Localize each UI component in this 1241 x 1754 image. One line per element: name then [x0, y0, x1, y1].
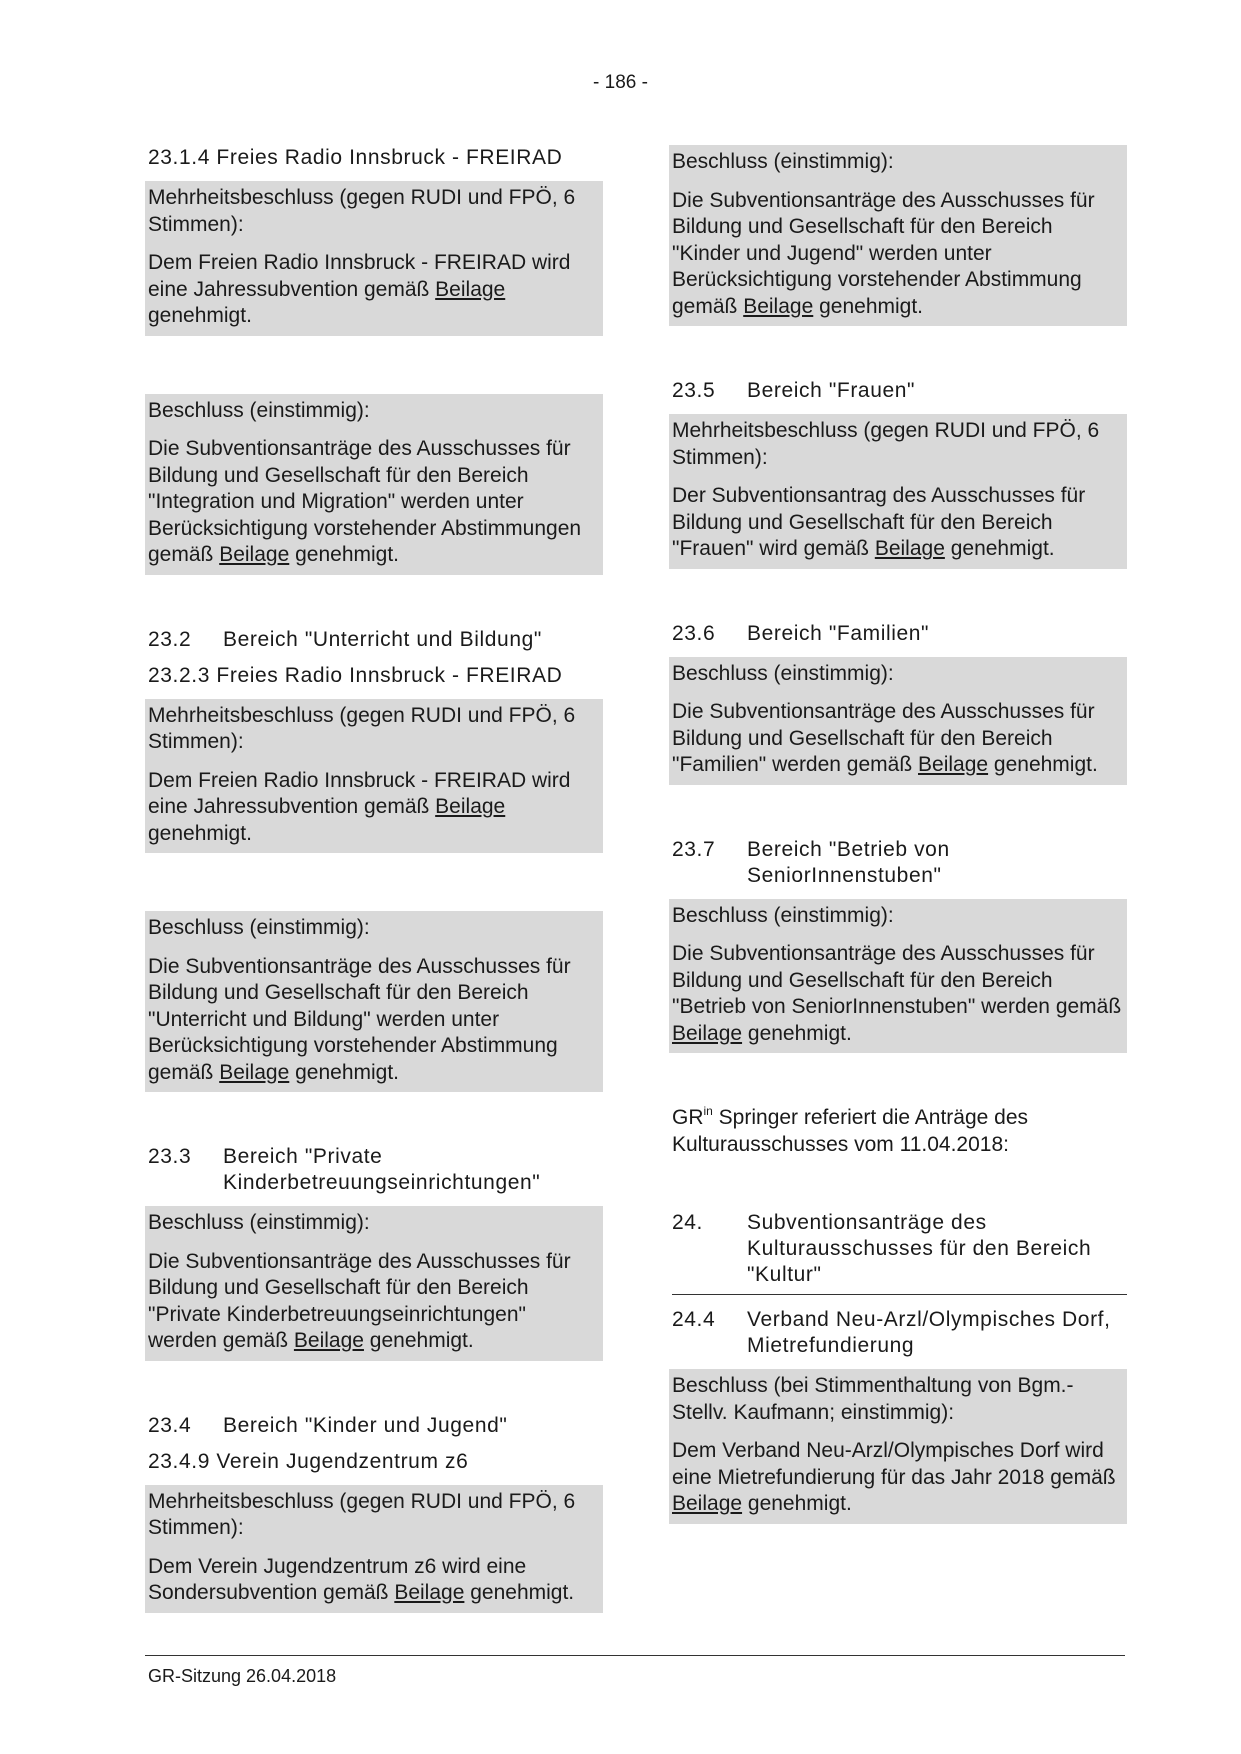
beilage-link[interactable]: Beilage — [293, 1329, 364, 1352]
section-heading — [148, 145, 603, 171]
section-heading — [148, 627, 603, 653]
resolution-text: Die Subventionsanträge des Ausschusses für Bildung und Gesellschaft für den Bereich "Kinder und Jugend" werden unter Berücksichtigung vorstehender Abstimmung gemäß Beilage genehmigt. — [672, 188, 1095, 318]
section-heading — [672, 621, 1127, 647]
resolution-box — [145, 699, 603, 854]
beilage-link[interactable]: Beilage — [743, 294, 814, 318]
page-number: - 186 - — [593, 72, 648, 93]
section-number: 24.4 — [672, 1308, 716, 1331]
resolution-type: Beschluss (bei Stimmenthaltung von Bgm.-Stellv. Kaufmann; einstimmig): — [672, 1374, 1074, 1424]
resolution-type: Beschluss (einstimmig): — [148, 398, 370, 422]
section-title: 23.1.4 Freies Radio Innsbruck - FREIRAD — [148, 146, 563, 169]
resolution-type: Beschluss (einstimmig): — [148, 916, 370, 939]
resolution-box — [145, 181, 603, 336]
section-heading — [672, 1210, 1127, 1295]
resolution-box — [145, 1485, 603, 1613]
resolution-text: Dem Freien Radio Innsbruck - FREIRAD wird eine Jahressubvention gemäß Beilage genehmigt. — [148, 768, 571, 845]
resolution-text: Die Subventionsanträge des Ausschusses für Bildung und Gesellschaft für den Bereich "Private Kinderbetreuungseinrichtungen" werden gemäß Beilage genehmigt. — [148, 1249, 571, 1352]
section-heading — [672, 378, 1127, 404]
right-column — [669, 145, 1127, 1524]
footer-text: GR-Sitzung 26.04.2018 — [148, 1666, 337, 1686]
resolution-type: Beschluss (einstimmig): — [148, 1211, 370, 1234]
section-title: Verband Neu-Arzl/Olympisches Dorf, Mietrefundierung — [747, 1308, 1111, 1357]
resolution-text: Die Subventionsanträge des Ausschusses für Bildung und Gesellschaft für den Bereich "Integration und Migration" werden unter Berücksichtigung vorstehender Abstimmungen gemäß Beilage genehmigt. — [148, 437, 582, 566]
resolution-box — [669, 657, 1127, 785]
resolution-type: Mehrheitsbeschluss (gegen RUDI und FPÖ, 6 Stimmen): — [148, 1489, 576, 1539]
beilage-link[interactable]: Beilage — [219, 1060, 290, 1084]
resolution-box — [669, 1369, 1127, 1524]
resolution-text: Dem Verein Jugendzentrum z6 wird eine Sondersubvention gemäß Beilage genehmigt. — [148, 1554, 575, 1604]
section-title: Bereich "Frauen" — [747, 379, 916, 402]
resolution-type: Beschluss (einstimmig): — [672, 903, 894, 927]
section-heading — [148, 1413, 603, 1439]
resolution-box — [669, 145, 1127, 326]
beilage-link[interactable]: Beilage — [219, 543, 290, 566]
resolution-type: Beschluss (einstimmig): — [672, 150, 894, 173]
section-number: 23.4 — [148, 1413, 192, 1437]
resolution-box — [669, 899, 1127, 1054]
resolution-text: Die Subventionsanträge des Ausschusses für Bildung und Gesellschaft für den Bereich "Familien" werden gemäß Beilage genehmigt. — [672, 700, 1098, 776]
section-number: 23.6 — [672, 621, 716, 645]
resolution-box — [145, 1206, 603, 1361]
speaker-note: $GR^{in}$ Springer referiert die Anträge des Kulturausschusses vom 11.04.2018: — [672, 1104, 1029, 1156]
beilage-link[interactable]: Beilage — [672, 1492, 743, 1515]
beilage-link[interactable]: Beilage — [435, 795, 506, 818]
left-column — [145, 145, 603, 1613]
section-title: Bereich "Familien" — [747, 621, 930, 645]
subsection-heading — [672, 1307, 1127, 1359]
section-heading — [672, 837, 1127, 889]
section-number: 23.3 — [148, 1145, 192, 1168]
resolution-type: Mehrheitsbeschluss (gegen RUDI und FPÖ, 6 Stimmen): — [148, 703, 576, 753]
resolution-text: Dem Verband Neu-Arzl/Olympisches Dorf wird eine Mietrefundierung für das Jahr 2018 gemäß Beilage genehmigt. — [672, 1439, 1116, 1515]
section-title: Bereich "Kinder und Jugend" — [223, 1413, 508, 1437]
section-title: Subventionsanträge des Kulturausschusses für den Bereich "Kultur" — [747, 1211, 1092, 1286]
resolution-text: Die Subventionsanträge des Ausschusses für Bildung und Gesellschaft für den Bereich "Betrieb von SeniorInnenstuben" werden gemäß Beilage genehmigt. — [672, 942, 1122, 1045]
resolution-text: Der Subventionsantrag des Ausschusses für Bildung und Gesellschaft für den Bereich "Frauen" wird gemäß Beilage genehmigt. — [672, 484, 1086, 560]
subsection-title: 23.2.3 Freies Radio Innsbruck - FREIRAD — [148, 663, 563, 687]
resolution-box — [145, 394, 603, 575]
subsection-heading — [148, 1449, 603, 1475]
section-title: Bereich "Betrieb von SeniorInnenstuben" — [747, 837, 950, 887]
beilage-link[interactable]: Beilage — [874, 537, 945, 560]
beilage-link[interactable]: Beilage — [918, 753, 989, 776]
resolution-text: Dem Freien Radio Innsbruck - FREIRAD wird eine Jahressubvention gemäß Beilage genehmigt. — [148, 251, 571, 327]
subsection-title: 23.4.9 Verein Jugendzentrum z6 — [148, 1449, 469, 1473]
resolution-type: Beschluss (einstimmig): — [672, 661, 894, 685]
section-title: Bereich "Unterricht und Bildung" — [223, 627, 542, 651]
resolution-type: Mehrheitsbeschluss (gegen RUDI und FPÖ, 6 Stimmen): — [148, 186, 576, 236]
section-number: 23.2 — [148, 627, 192, 651]
beilage-link[interactable]: Beilage — [435, 277, 506, 301]
section-number: 23.5 — [672, 379, 716, 402]
beilage-link[interactable]: Beilage — [672, 1021, 743, 1045]
section-heading — [148, 1144, 603, 1196]
footer-divider — [145, 1655, 1125, 1656]
subsection-heading — [148, 663, 603, 689]
beilage-link[interactable]: Beilage — [394, 1581, 465, 1604]
resolution-box — [145, 911, 603, 1092]
section-title: Bereich "Private Kinderbetreuungseinrichtungen" — [223, 1145, 541, 1194]
section-number: 24. — [672, 1211, 703, 1234]
section-number: 23.7 — [672, 837, 716, 861]
resolution-box — [669, 414, 1127, 569]
resolution-text: Die Subventionsanträge des Ausschusses für Bildung und Gesellschaft für den Bereich "Unterricht und Bildung" werden unter Berücksichtigung vorstehender Abstimmung gemäß Beilage genehmigt. — [148, 954, 571, 1084]
resolution-type: Mehrheitsbeschluss (gegen RUDI und FPÖ, 6 Stimmen): — [672, 419, 1100, 469]
